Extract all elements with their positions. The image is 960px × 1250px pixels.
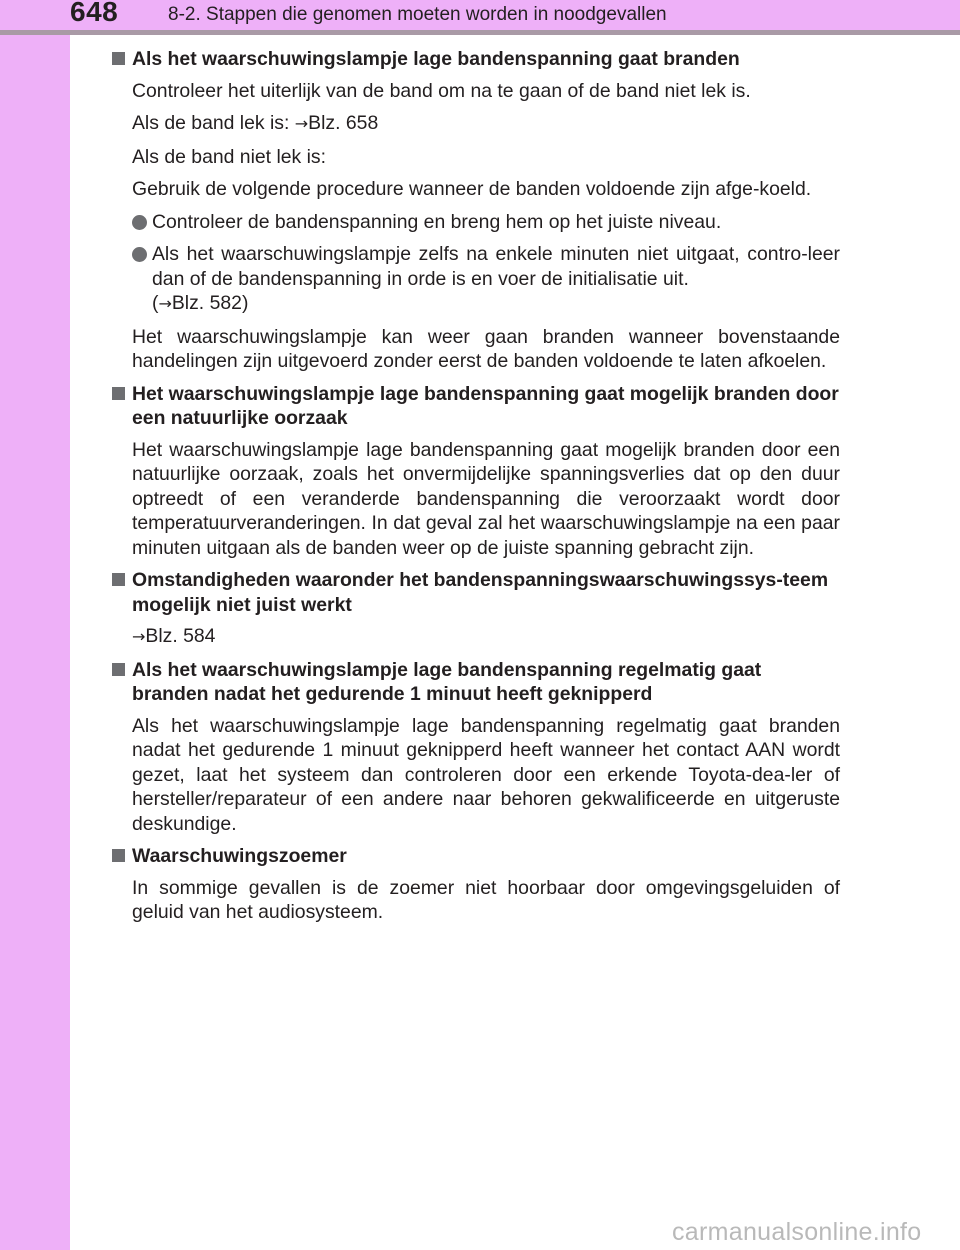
section-natural-cause: [110, 382, 840, 561]
section-title: 8-2. Stappen die genomen moeten worden in noodgevallen: [168, 4, 667, 25]
section-heading: Omstandigheden waaronder het bandenspanningswaarschuwingssys-teem mogelijk niet juist werkt: [132, 569, 829, 616]
paragraph: Als de band lek is: →Blz. 658: [132, 112, 379, 134]
paragraph: In sommige gevallen is de zoemer niet hoorbaar door omgevingsgeluiden of geluid van het audiosysteem.: [132, 876, 840, 923]
page-content: [110, 47, 840, 933]
side-tab-bar: [0, 0, 70, 1250]
paragraph: Als de band niet lek is:: [132, 145, 327, 168]
paragraph: Het waarschuwingslampje kan weer gaan branden wanneer bovenstaande handelingen zijn uitgevoerd zonder eerst de banden voldoende te laten afkoelen.: [132, 325, 840, 372]
section-low-pressure-light: [110, 47, 840, 374]
square-bullet-icon: [112, 573, 125, 586]
section-heading: Waarschuwingszoemer: [132, 845, 347, 867]
paragraph: [132, 624, 840, 650]
paragraph: Gebruik de volgende procedure wanneer de banden voldoende zijn afge-koeld.: [132, 178, 812, 200]
page-reference[interactable]: Blz. 658: [308, 112, 379, 134]
section-system-limitations: [110, 568, 840, 650]
page-number: 648: [70, 0, 119, 27]
round-bullet-icon: [132, 215, 147, 230]
list-item: Als het waarschuwingslampje zelfs na enkele minuten niet uitgaat, contro-leer dan of de bandenspanning in orde is en voer de initialisatie uit. (→Blz. 582): [132, 242, 840, 317]
watermark: carmanualsonline.info: [672, 1218, 922, 1246]
section-heading: Als het waarschuwingslampje lage bandenspanning gaat branden: [132, 48, 740, 70]
section-heading: Het waarschuwingslampje lage bandenspanning gaat mogelijk branden door een natuurlijke oorzaak: [132, 382, 839, 429]
round-bullet-icon: [132, 247, 147, 262]
section-warning-buzzer: [110, 844, 840, 925]
page-reference[interactable]: Blz. 584: [145, 625, 216, 647]
paragraph: Het waarschuwingslampje lage bandenspanning gaat mogelijk branden door een natuurlijke oorzaak, zoals het onvermijdelijke spanningsverlies dat op den duur optreedt of een veranderde bandenspanning die veroorzaakt wordt door temperatuurveranderingen. In dat geval zal het waarschuwingslampje na een paar minuten uitgaan als de banden weer op de juiste spanning gebracht zijn.: [132, 438, 840, 559]
section-heading: Als het waarschuwingslampje lage bandenspanning regelmatig gaat branden nadat het gedurende 1 minuut heeft geknipperd: [132, 658, 762, 705]
paragraph: Als het waarschuwingslampje lage bandenspanning regelmatig gaat branden nadat het gedurende 1 minuut geknipperd heeft wanneer het contact AAN wordt gezet, laat het systeem dan controleren door een erkende Toyota-dea-ler of hersteller/reparateur of een andere naar behoren gekwalificeerde en uitgeruste deskundige.: [132, 714, 840, 835]
arrow-right-icon: →: [132, 627, 146, 646]
arrow-right-icon: →: [294, 114, 309, 133]
section-recurring-light: [110, 658, 840, 837]
arrow-right-icon: →: [158, 294, 172, 313]
square-bullet-icon: [112, 387, 125, 400]
square-bullet-icon: [112, 849, 125, 862]
square-bullet-icon: [112, 52, 125, 65]
paragraph: Controleer het uiterlijk van de band om na te gaan of de band niet lek is.: [132, 79, 751, 102]
page-reference[interactable]: Blz. 582): [171, 292, 249, 314]
header-divider: [0, 30, 960, 35]
list-item: Controleer de bandenspanning en breng hem op het juiste niveau.: [132, 210, 840, 235]
square-bullet-icon: [112, 663, 125, 676]
